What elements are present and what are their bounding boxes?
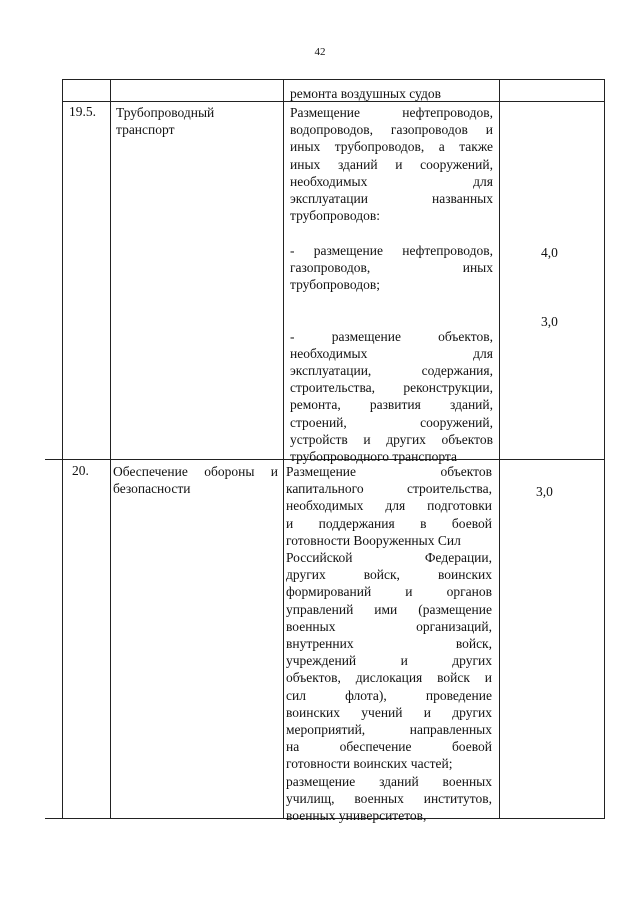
text-line <box>286 549 492 566</box>
word: иных <box>290 139 321 155</box>
word: университетов, <box>338 808 427 824</box>
word: объектов, <box>438 328 493 344</box>
word: реконструкции, <box>403 380 493 396</box>
word: газопроводов <box>390 122 468 138</box>
text-line <box>286 515 492 532</box>
word: эксплуатации, <box>290 363 372 378</box>
word: обороны <box>204 464 255 479</box>
text-line <box>286 721 492 738</box>
word: организаций, <box>416 618 492 634</box>
word: Федерации, <box>424 550 492 566</box>
text-line <box>286 669 492 686</box>
word: зданий <box>379 773 419 789</box>
word: обеспечение <box>339 739 412 755</box>
text-line <box>286 566 492 583</box>
word: для <box>473 345 493 361</box>
text-line <box>286 463 492 480</box>
text-line <box>290 104 493 121</box>
text-line <box>286 807 492 824</box>
text-line <box>286 635 492 652</box>
word: строительства, <box>406 481 492 497</box>
word: формирований <box>286 584 372 600</box>
carryover-text: ремонта воздушных судов <box>290 86 441 101</box>
word: названных <box>431 191 493 207</box>
word: устройств <box>290 431 348 447</box>
word: объектов <box>440 464 492 479</box>
text-line <box>290 242 493 259</box>
word: размещение <box>286 773 356 789</box>
text-line <box>290 345 493 362</box>
word: нефтепроводов, <box>402 105 493 120</box>
text-line <box>290 173 493 190</box>
text-line <box>286 755 492 772</box>
word: войск <box>437 670 470 686</box>
table-column-divider-1 <box>110 79 111 819</box>
text-line <box>113 480 278 497</box>
word: военных <box>354 790 404 806</box>
word: Российской <box>286 550 353 566</box>
word: иных <box>462 259 493 275</box>
word: необходимых <box>290 173 368 189</box>
word: проведение <box>425 687 492 703</box>
text-line <box>290 414 493 431</box>
table-column-divider-2 <box>283 79 284 819</box>
text-line <box>286 790 492 807</box>
text-line <box>286 601 492 618</box>
word: управлений <box>286 601 354 617</box>
word: сил <box>286 687 306 703</box>
row-value: 4,0 <box>541 245 558 260</box>
word: поддержания <box>318 515 395 531</box>
row-number: 20. <box>72 463 89 478</box>
text-line <box>290 276 493 293</box>
word: Размещение <box>286 464 357 479</box>
row-name <box>116 104 276 138</box>
text-line <box>290 431 493 448</box>
word: трубопроводного транспорта <box>290 449 457 465</box>
page-number: 42 <box>314 46 326 58</box>
word: мероприятий, <box>286 722 366 738</box>
word: необходимых <box>290 345 368 361</box>
word: и <box>400 653 408 669</box>
word: водопроводов, <box>290 122 373 138</box>
text-line <box>113 463 278 480</box>
table-column-divider-3 <box>499 79 500 819</box>
word: в <box>420 515 427 531</box>
word: сооружений, <box>420 156 493 172</box>
word: также <box>459 139 493 155</box>
word: войск, <box>363 567 400 583</box>
word: органов <box>446 584 492 600</box>
text-line <box>290 379 493 396</box>
word: Обеспечение <box>113 464 188 479</box>
word: а <box>438 139 445 155</box>
blank-line <box>290 224 493 241</box>
word: содержания, <box>421 363 493 378</box>
text-line <box>290 138 493 155</box>
text-line <box>286 738 492 755</box>
word: учреждений <box>286 653 357 669</box>
word: трубопроводов: <box>290 208 380 224</box>
word: подготовки <box>427 498 492 514</box>
word: военных <box>286 808 336 824</box>
word: боевой <box>451 515 492 531</box>
text-line <box>286 704 492 721</box>
word: зданий, <box>450 397 493 413</box>
word: учений <box>361 704 403 720</box>
blank-line <box>290 293 493 310</box>
word: ими <box>374 601 398 617</box>
word: и <box>485 122 493 138</box>
row-number: 19.5. <box>69 104 96 119</box>
word: воинских <box>437 567 492 583</box>
word: и <box>286 515 294 531</box>
word: строительства, <box>290 380 376 396</box>
word: трубопроводов; <box>290 277 380 293</box>
text-line <box>286 480 492 497</box>
word: объектов, <box>286 670 341 686</box>
word: газопроводов, <box>290 259 371 275</box>
word: военных <box>286 618 336 634</box>
table-rule-top <box>62 79 605 80</box>
text-line <box>290 156 493 173</box>
text-line <box>290 259 493 276</box>
word: военных <box>442 773 492 789</box>
text-line <box>286 497 492 514</box>
word: других <box>386 431 426 447</box>
text-line <box>286 618 492 635</box>
row-name <box>113 463 278 497</box>
text-line <box>290 190 493 207</box>
word: необходимых <box>286 498 364 514</box>
text-line <box>286 773 492 790</box>
text-line <box>290 207 493 224</box>
word: на <box>286 739 300 755</box>
word: - <box>290 328 295 344</box>
row-name-line: транспорт <box>116 122 175 138</box>
word: развития <box>369 397 421 413</box>
word: боевой <box>451 739 492 755</box>
word: для <box>473 173 493 189</box>
word: готовности воинских частей; <box>286 756 453 772</box>
blank-line <box>290 310 493 327</box>
word: Размещение <box>290 105 361 120</box>
row-description <box>290 104 493 465</box>
word: сооружений, <box>420 414 493 430</box>
row-value: 3,0 <box>541 314 558 329</box>
word: ремонта, <box>290 397 341 413</box>
row-value: 3,0 <box>536 484 553 499</box>
word: институтов, <box>423 790 492 806</box>
word: училищ, <box>286 790 335 806</box>
row-description <box>286 463 492 824</box>
word: и <box>405 584 413 600</box>
word: для <box>385 498 406 514</box>
word: - <box>290 242 295 258</box>
word: войск, <box>455 636 492 652</box>
text-line <box>290 121 493 138</box>
word: других <box>452 704 492 720</box>
word: воинских <box>286 704 341 720</box>
word: других <box>286 567 326 583</box>
text-line <box>290 396 493 413</box>
word: и <box>395 156 403 172</box>
word: и <box>363 431 371 447</box>
word: зданий <box>337 156 378 172</box>
word: иных <box>290 156 321 172</box>
table-border-right <box>604 79 605 819</box>
word: других <box>452 653 492 669</box>
word: дислокация <box>355 670 423 686</box>
word: готовности Вооруженных Сил <box>286 532 461 548</box>
word: размещение <box>331 328 401 344</box>
word: строений, <box>290 414 347 430</box>
word: размещение <box>313 242 383 258</box>
word: и <box>484 670 492 686</box>
word: безопасности <box>113 481 191 497</box>
word: внутренних <box>286 636 354 652</box>
text-line <box>286 532 492 549</box>
text-line <box>286 687 492 704</box>
word: объектов <box>441 431 493 447</box>
text-line <box>290 328 493 345</box>
word: трубопроводов, <box>334 139 425 155</box>
table-border-left <box>62 79 63 819</box>
word: флота), <box>345 687 387 703</box>
text-line <box>286 583 492 600</box>
text-line <box>290 362 493 379</box>
word: и <box>423 704 431 720</box>
row-name-line: Трубопроводный <box>116 105 215 120</box>
word: нефтепроводов, <box>402 242 493 258</box>
word: направленных <box>409 722 492 738</box>
word: эксплуатации <box>290 191 368 207</box>
word: (размещение <box>418 601 492 617</box>
word: и <box>270 464 278 479</box>
text-line <box>286 652 492 669</box>
word: капитального <box>286 481 364 497</box>
